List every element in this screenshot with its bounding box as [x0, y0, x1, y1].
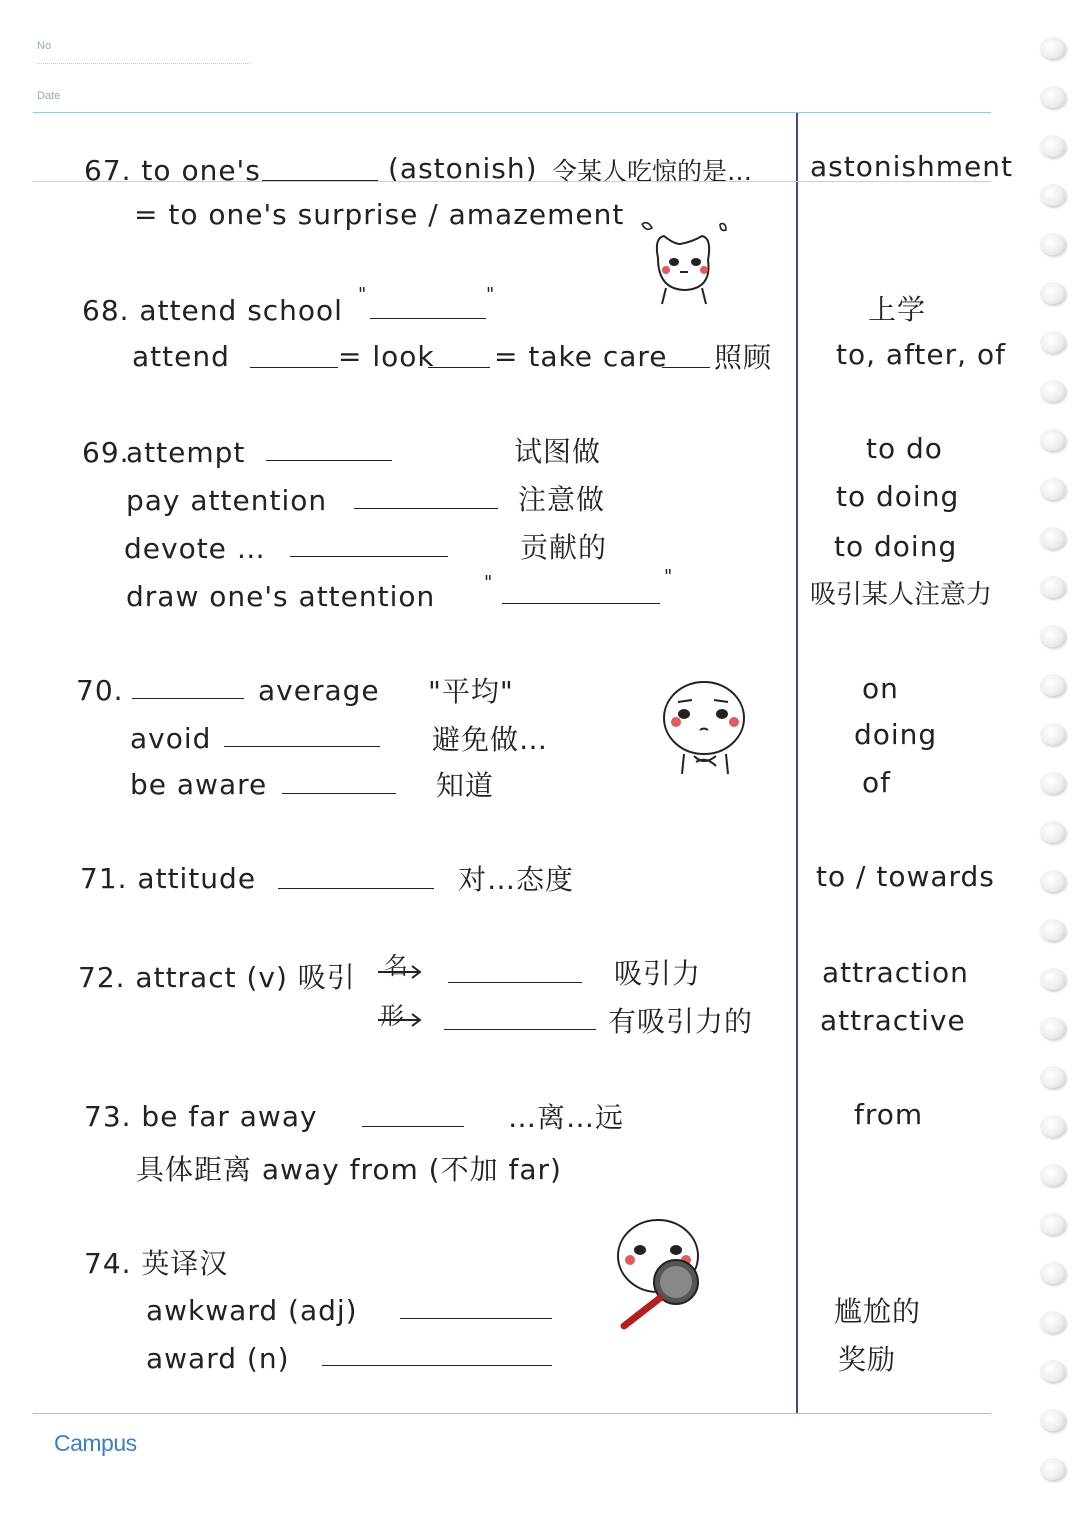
- entry-69-row: draw one's attention: [126, 580, 436, 613]
- binder-ring-icon: [1040, 527, 1066, 549]
- binder-ring-icon: [1040, 1311, 1066, 1333]
- binder-ring-icon: [1040, 86, 1066, 108]
- blank: [502, 603, 660, 604]
- quote-open: ": [484, 572, 494, 593]
- entry-73-answer: from: [854, 1098, 924, 1131]
- entry-67-synonym: = to one's surprise / amazement: [134, 198, 625, 231]
- binder-ring-icon: [1040, 331, 1066, 353]
- blank: [400, 1318, 552, 1319]
- brand-logo: Campus: [54, 1430, 137, 1456]
- entry-68-text: 68. attend school: [82, 294, 343, 327]
- entry-67-answer: astonishment: [810, 150, 1013, 183]
- entry-67-text: 67. to one's: [84, 154, 261, 187]
- blank: [662, 367, 710, 368]
- quote-open: ": [358, 284, 368, 305]
- binder-ring-icon: [1040, 1115, 1066, 1137]
- header-rule: [33, 112, 991, 113]
- binder-ring-icon: [1040, 821, 1066, 843]
- entry-68-attend: attend: [132, 340, 230, 373]
- footer-rule: [33, 1413, 991, 1414]
- blank: [290, 556, 448, 557]
- entry-74-row: awkward (adj): [146, 1294, 358, 1327]
- binder-ring-icon: [1040, 772, 1066, 794]
- entry-67-meaning: 令某人吃惊的是…: [552, 157, 753, 186]
- blank: [322, 1365, 552, 1366]
- entry-74-row: award (n): [146, 1342, 290, 1375]
- entry-70-answer: on: [862, 672, 899, 705]
- binder-ring-icon: [1040, 723, 1066, 745]
- blank: [370, 318, 486, 319]
- blank: [278, 888, 434, 889]
- entry-69-row: attempt: [126, 436, 246, 469]
- entry-70-answer: doing: [854, 718, 938, 751]
- blank: [444, 1029, 596, 1030]
- quote-close: ": [664, 566, 674, 587]
- entry-67-hint: (astonish): [388, 152, 538, 185]
- entry-70-row: be aware: [130, 768, 268, 801]
- entry-72-meaning-1: 吸引力: [614, 957, 702, 990]
- date-label: Date: [37, 90, 61, 102]
- entry-69-meaning: 试图做: [514, 435, 602, 468]
- entry-70-meaning: "平均": [428, 675, 514, 708]
- binder-ring-icon: [1040, 1213, 1066, 1235]
- entry-72-text: 72. attract (v) 吸引: [78, 961, 356, 994]
- binder-ring-icon: [1040, 1262, 1066, 1284]
- answer-column-divider: [796, 113, 798, 1413]
- binder-ring-icon: [1040, 919, 1066, 941]
- entry-74-title: 74. 英译汉: [84, 1247, 229, 1280]
- entry-68-answer-2: to, after, of: [836, 338, 1006, 371]
- entry-72-answer-1: attraction: [822, 956, 969, 989]
- blank: [132, 698, 244, 699]
- entry-69-row: devote …: [124, 532, 266, 565]
- blank: [448, 982, 582, 983]
- binder-ring-icon: [1040, 576, 1066, 598]
- binder-ring-icon: [1040, 1360, 1066, 1382]
- entry-69-answer: 吸引某人注意力: [810, 580, 993, 610]
- binder-ring-icon: [1040, 674, 1066, 696]
- cat-doodle-icon: [636, 218, 736, 306]
- binder-ring-icon: [1040, 135, 1066, 157]
- frying-pan-doodle-icon: [610, 1214, 714, 1332]
- entry-69-answer: to doing: [834, 530, 958, 563]
- entry-70-row: avoid: [130, 722, 212, 755]
- entry-70-row: average: [258, 674, 380, 707]
- entry-71-text: 71. attitude: [80, 862, 257, 895]
- entry-72-adj-label: 形: [380, 1002, 405, 1030]
- blank: [250, 367, 338, 368]
- binder-ring-icon: [1040, 968, 1066, 990]
- entry-73-text: 73. be far away: [84, 1100, 318, 1133]
- binder-ring-icon: [1040, 429, 1066, 451]
- binder-ring-icon: [1040, 1066, 1066, 1088]
- entry-68-take-care: = take care: [494, 340, 668, 373]
- arrow-right-icon: [376, 964, 424, 980]
- entry-69-answer: to doing: [836, 480, 960, 513]
- entry-68-look: = look: [338, 340, 435, 373]
- blank: [224, 746, 380, 747]
- entry-72-meaning-2: 有吸引力的: [608, 1005, 754, 1038]
- no-label: No: [37, 40, 52, 52]
- no-line: [37, 63, 250, 64]
- blank: [428, 367, 490, 368]
- binder-ring-icon: [1040, 1458, 1066, 1480]
- entry-71-meaning: 对…态度: [458, 863, 575, 896]
- binder-ring-icon: [1040, 380, 1066, 402]
- entry-69-row: pay attention: [126, 484, 328, 517]
- entry-68-meaning: 照顾: [714, 341, 773, 374]
- entry-70-answer: of: [862, 766, 891, 799]
- quote-close: ": [486, 284, 496, 305]
- entry-68-answer-1: 上学: [868, 293, 927, 326]
- entry-74-answer: 尴尬的: [834, 1295, 922, 1328]
- binder-ring-icon: [1040, 282, 1066, 304]
- entry-70-number: 70.: [76, 674, 124, 707]
- entry-74-answer: 奖励: [838, 1343, 897, 1376]
- entry-72-answer-2: attractive: [820, 1004, 966, 1037]
- blank: [362, 1126, 464, 1127]
- blank: [354, 508, 498, 509]
- binder-ring-icon: [1040, 37, 1066, 59]
- entry-70-meaning: 避免做…: [432, 723, 549, 756]
- entry-69-number: 69.: [82, 436, 130, 469]
- binder-ring-icon: [1040, 478, 1066, 500]
- thinking-face-doodle-icon: [656, 676, 752, 780]
- entry-69-meaning: 注意做: [518, 483, 606, 516]
- binder-ring-icon: [1040, 625, 1066, 647]
- blank: [266, 460, 392, 461]
- binder-ring-icon: [1040, 1164, 1066, 1186]
- binder-ring-icon: [1040, 1017, 1066, 1039]
- blank: [282, 793, 396, 794]
- entry-69-answer: to do: [866, 432, 943, 465]
- binder-ring-icon: [1040, 233, 1066, 255]
- binder-ring-icon: [1040, 1409, 1066, 1431]
- entry-69-meaning: 贡献的: [520, 531, 608, 564]
- binder-ring-icon: [1040, 184, 1066, 206]
- entry-73-note: 具体距离 away from (不加 far): [136, 1153, 562, 1186]
- entry-73-meaning: …离…远: [508, 1101, 625, 1134]
- entry-72-noun-label: 名: [384, 952, 409, 980]
- arrow-right-icon: [376, 1012, 424, 1028]
- entry-70-meaning: 知道: [436, 769, 495, 802]
- entry-71-answer: to / towards: [816, 860, 995, 893]
- binder-ring-icon: [1040, 870, 1066, 892]
